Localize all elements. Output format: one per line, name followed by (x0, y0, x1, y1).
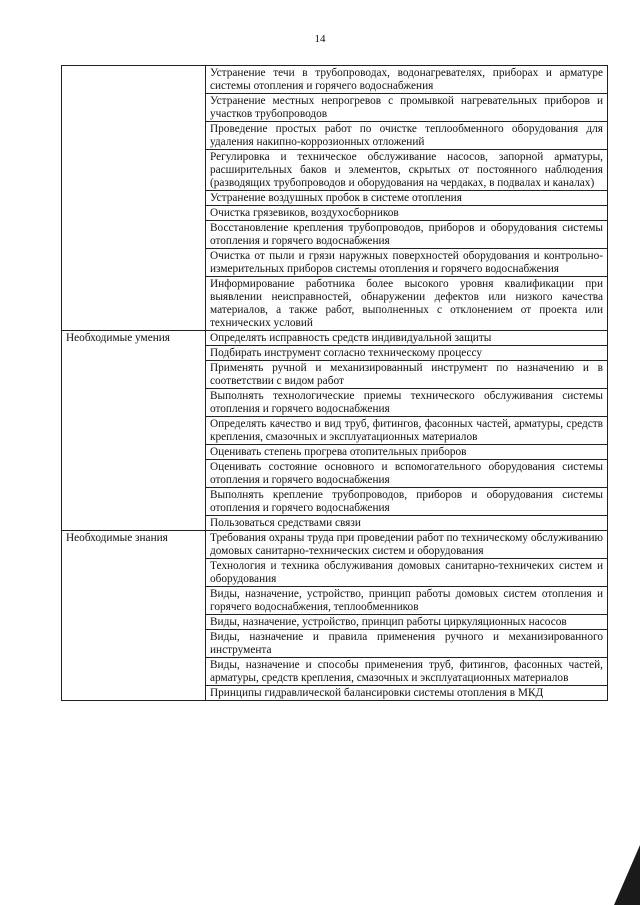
section-item: Виды, назначение, устройство, принцип работы циркуляционных насосов (206, 615, 608, 630)
section-item: Очистка от пыли и грязи наружных поверхностей оборудования и контрольно-измерительных приборов системы отопления и горячего водоснабжения (206, 249, 608, 277)
table-row (62, 531, 608, 559)
section-item: Подбирать инструмент согласно техническому процессу (206, 346, 608, 361)
section-item: Определять исправность средств индивидуальной защиты (206, 331, 608, 346)
section-item: Оценивать состояние основного и вспомогательного оборудования системы отопления и горячего водоснабжения (206, 460, 608, 488)
section-item: Требования охраны труда при проведении работ по техническому обслуживанию домовых санитарно-технических систем и оборудования (206, 531, 608, 559)
section-item: Информирование работника более высокого уровня квалификации при выявлении неисправностей, обнаружении дефектов или низкого качества материалов, а также работ, выполненных с отклонением от проекта или технических условий (206, 277, 608, 331)
section-item: Проведение простых работ по очистке теплообменного оборудования для удаления накипно-коррозионных отложений (206, 122, 608, 150)
section-label: Необходимые знания (62, 531, 206, 701)
scan-shadow-corner (614, 845, 640, 905)
competency-table-body (62, 66, 608, 701)
section-item: Принципы гидравлической балансировки системы отопления в МКД (206, 686, 608, 701)
section-item: Виды, назначение и способы применения труб, фитингов, фасонных частей, арматуры, средств крепления, смазочных и эксплуатационных материалов (206, 658, 608, 686)
section-item: Устранение течи в трубопроводах, водонагревателях, приборах и арматуре системы отопления и горячего водоснабжения (206, 66, 608, 94)
section-label: Необходимые умения (62, 331, 206, 531)
page-number: 14 (314, 33, 326, 45)
table-row (62, 331, 608, 346)
section-item: Технология и техника обслуживания домовых санитарно-техничеких систем и оборудования (206, 559, 608, 587)
section-item: Пользоваться средствами связи (206, 516, 608, 531)
section-item: Устранение местных непрогревов с промывкой нагревательных приборов и участков трубопроводов (206, 94, 608, 122)
section-item: Выполнять крепление трубопроводов, приборов и оборудования системы отопления и горячего водоснабжения (206, 488, 608, 516)
competency-table (61, 65, 608, 701)
section-item: Устранение воздушных пробок в системе отопления (206, 191, 608, 206)
section-item: Виды, назначение и правила применения ручного и механизированного инструмента (206, 630, 608, 658)
section-item: Применять ручной и механизированный инструмент по назначению и в соответствии с видом работ (206, 361, 608, 389)
section-item: Восстановление крепления трубопроводов, приборов и оборудования системы отопления и горячего водоснабжения (206, 221, 608, 249)
section-item: Выполнять технологические приемы технического обслуживания системы отопления и горячего водоснабжения (206, 389, 608, 417)
section-item: Регулировка и техническое обслуживание насосов, запорной арматуры, расширительных баков и элементов, скрытых от постоянного наблюдения (разводящих трубопроводов и оборудования на чердаках, в подвалах и каналах) (206, 150, 608, 191)
section-item: Очистка грязевиков, воздухосборников (206, 206, 608, 221)
section-item: Определять качество и вид труб, фитингов, фасонных частей, арматуры, средств крепления, смазочных и эксплуатационных материалов (206, 417, 608, 445)
section-item: Виды, назначение, устройство, принцип работы домовых систем отопления и горячего водоснабжения, теплообменников (206, 587, 608, 615)
section-label (62, 66, 206, 331)
table-row (62, 66, 608, 94)
section-item: Оценивать степень прогрева отопительных приборов (206, 445, 608, 460)
